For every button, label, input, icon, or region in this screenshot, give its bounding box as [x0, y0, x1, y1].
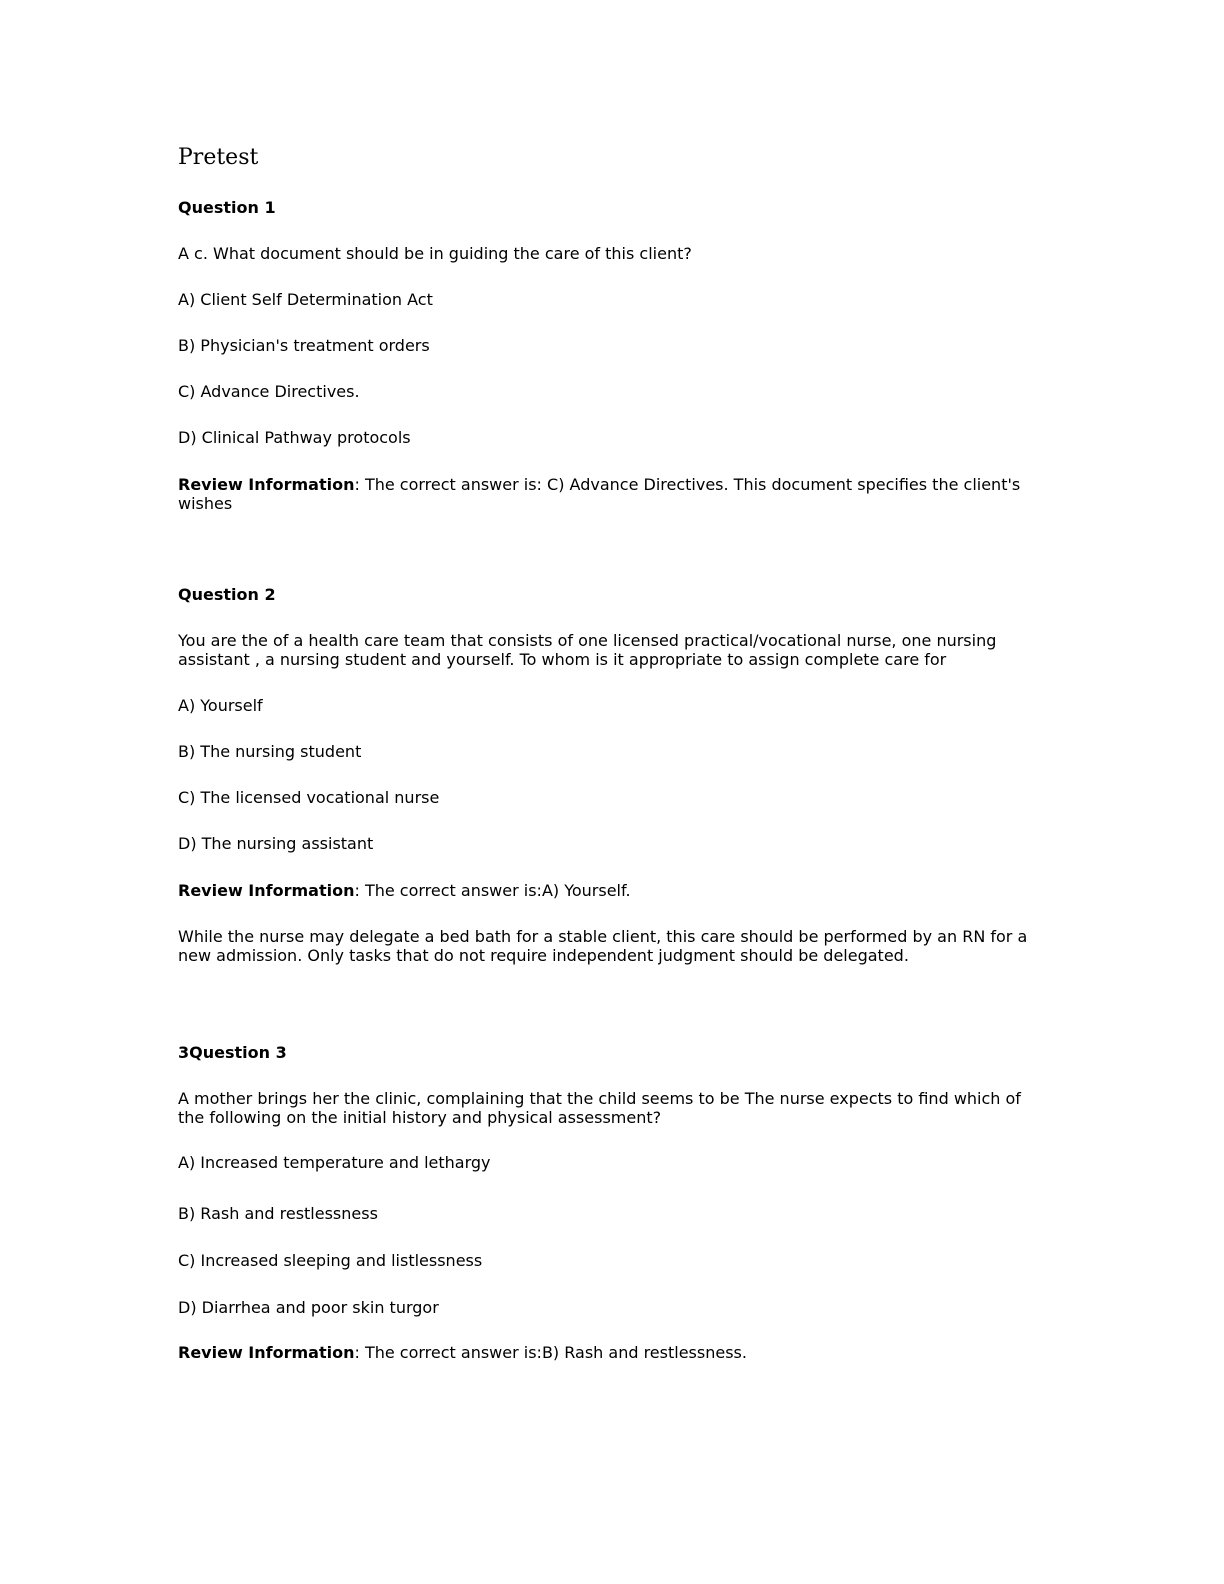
- question-2-explanation: While the nurse may delegate a bed bath for a stable client, this care should be performed by an RN for a new admission. Only tasks that do not require independent judgment should be delegated.: [178, 927, 1028, 965]
- question-3-option-c: C) Increased sleeping and listlessness: [178, 1251, 483, 1270]
- question-1-heading: Question 1: [178, 198, 276, 217]
- question-2-option-b: B) The nursing student: [178, 742, 362, 761]
- review-label: Review Information: [178, 475, 355, 494]
- question-2-option-a: A) Yourself: [178, 696, 263, 715]
- page-title: Pretest: [178, 145, 259, 170]
- review-label: Review Information: [178, 881, 355, 900]
- question-1-review: [178, 475, 1038, 513]
- question-1-stem: A c. What document should be in guiding the care of this client?: [178, 244, 692, 263]
- question-1-option-a: A) Client Self Determination Act: [178, 290, 433, 309]
- question-3-stem: A mother brings her the clinic, complaining that the child seems to be The nurse expects to find which of the following on the initial history and physical assessment?: [178, 1089, 1021, 1127]
- question-2-review-text: : The correct answer is:A) Yourself.: [354, 881, 631, 900]
- question-1-option-b: B) Physician's treatment orders: [178, 336, 430, 355]
- question-2-heading: Question 2: [178, 585, 276, 604]
- question-2-review: [178, 881, 1038, 900]
- question-2-option-c: C) The licensed vocational nurse: [178, 788, 440, 807]
- question-3-heading: 3Question 3: [178, 1043, 287, 1062]
- question-3-option-a: A) Increased temperature and lethargy: [178, 1153, 491, 1172]
- question-1-option-d: D) Clinical Pathway protocols: [178, 428, 411, 447]
- question-1-option-c: C) Advance Directives.: [178, 382, 360, 401]
- question-3-option-d: D) Diarrhea and poor skin turgor: [178, 1298, 439, 1317]
- question-3-review-text: : The correct answer is:B) Rash and restlessness.: [354, 1343, 747, 1362]
- question-1-review-text: : The correct answer is: C) Advance Directives. This document specifies the client's wishes: [178, 475, 1021, 513]
- question-3-review: [178, 1343, 1038, 1362]
- question-3-option-b: B) Rash and restlessness: [178, 1204, 378, 1223]
- question-2-option-d: D) The nursing assistant: [178, 834, 374, 853]
- review-label: Review Information: [178, 1343, 355, 1362]
- question-2-stem: You are the of a health care team that consists of one licensed practical/vocational nurse, one nursing assistant , a nursing student and yourself. To whom is it appropriate to assign complete care for: [178, 631, 997, 669]
